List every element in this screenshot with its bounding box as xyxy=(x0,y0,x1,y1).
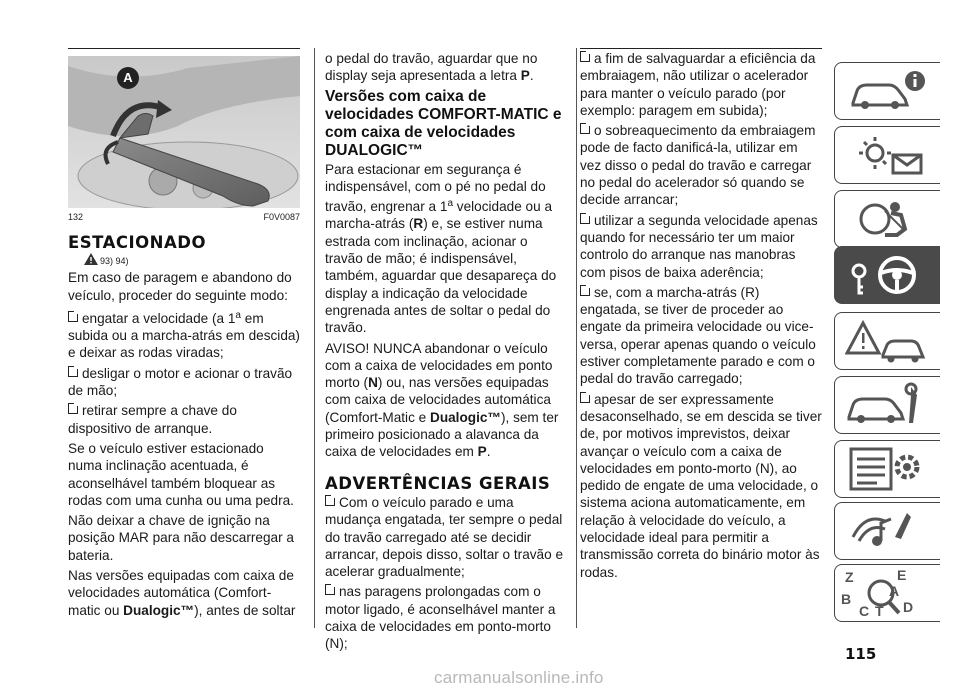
bullet-icon xyxy=(68,406,78,414)
index-letter: A xyxy=(889,583,900,599)
top-rule-col3 xyxy=(580,48,822,49)
figure-number: 132 xyxy=(68,212,84,222)
tab-dashboard[interactable] xyxy=(834,126,940,184)
bullet-item: a fim de salvaguardar a eficiência da embraiagem, não utilizar o acelerador para manter o veículo parado (por exemplo: paragem em subida); xyxy=(580,51,816,118)
index-letter: T xyxy=(875,603,884,619)
bullet-item: engatar a velocidade (a 1$^a$ em subida ou a marcha-atrás em descida) e deixar as rodas viradas; xyxy=(68,309,300,361)
section-heading-estacionado: ESTACIONADO xyxy=(68,233,206,252)
bullet-item: nas paragens prolongadas com o motor ligado, é aconselhável manter a caixa de velocidades em ponto-morto (N); xyxy=(325,584,556,652)
alphabetical-index-icon xyxy=(845,569,931,621)
bullet-icon xyxy=(68,369,78,377)
key-steering-wheel-icon xyxy=(845,251,931,299)
paragraph: Se o veículo estiver estacionado numa inclinação acentuada, é aconselhável também bloquear as rodas com uma cunha ou uma pedra. xyxy=(68,440,294,508)
bullet-item: desligar o motor e acionar o travão de mão; xyxy=(68,365,293,399)
breakdown-warning-icon xyxy=(845,317,931,365)
warning-ref-numbers: 93) 94) xyxy=(100,256,129,267)
tab-getting-to-know[interactable] xyxy=(834,62,940,120)
page-number: 115 xyxy=(845,645,877,663)
bullet-item: se, com a marcha-atrás (R) engatada, se tiver de proceder ao engate da primeira velocidade ou vice-versa, operar apenas quando o veículo estiver completamente parado e com o pedal do travão carregado; xyxy=(580,284,816,387)
bullet-item: apesar de ser expressamente desaconselhado, se em descida se tiver de, por motivos imprevistos, deixar avançar o veículo com a caixa de velocidades em ponto-morto (N), ao pedido de engate de uma velocidade, o sistema aciona automaticamente, em relação à velocidade do veículo, a velocidade ideal para permitir a transmissão correta do binário motor às rodas. xyxy=(580,391,822,580)
tab-technical-data[interactable] xyxy=(834,440,940,498)
technical-data-icon xyxy=(845,445,931,493)
bullet-icon xyxy=(580,216,590,224)
bullet-item: utilizar a segunda velocidade apenas quando for necessário ter um maior controlo do arranque nas manobras com pisos de baixa aderência; xyxy=(580,212,818,280)
paragraph: o pedal do travão, aguardar que no display seja apresentada a letra P. xyxy=(325,51,538,84)
figure-code: F0V0087 xyxy=(263,212,300,222)
warning-refs xyxy=(68,251,300,269)
column-divider xyxy=(314,48,315,628)
airbag-seat-icon xyxy=(845,195,931,243)
tab-safety[interactable] xyxy=(834,190,940,248)
bullet-icon xyxy=(325,498,335,506)
car-maintenance-icon xyxy=(845,381,931,429)
watermark: carmanualsonline.info xyxy=(434,668,604,687)
bullet-icon xyxy=(580,288,590,296)
index-letter: C xyxy=(859,603,870,619)
figure-callout-label: A xyxy=(123,70,133,85)
paragraph: Em caso de paragem e abandono do veículo, proceder do seguinte modo: xyxy=(68,270,292,303)
bullet-item: retirar sempre a chave do dispositivo de arranque. xyxy=(68,403,237,436)
tab-multimedia[interactable] xyxy=(834,502,940,560)
bullet-icon xyxy=(68,314,78,322)
handbrake-figure xyxy=(68,56,300,208)
index-letter: D xyxy=(903,599,914,615)
index-letter: Z xyxy=(845,569,854,585)
warning-paragraph: AVISO! NUNCA abandonar o veículo com a caixa de velocidades em ponto morto (N) ou, nas versões equipadas com caixa de velocidades automática (Comfort-Matic e Dualogic™), sem ter primeiro posicionado a alavanca da caixa de velocidades em P. xyxy=(325,340,559,460)
tab-index[interactable] xyxy=(834,564,940,622)
tab-starting-driving[interactable] xyxy=(834,246,940,304)
top-rule-col1 xyxy=(68,48,300,49)
paragraph: Nas versões equipadas com caixa de velocidades automática (Comfort-matic ou Dualogic™), antes de soltar xyxy=(68,568,296,618)
bullet-icon xyxy=(580,126,590,134)
bullet-item: o sobreaquecimento da embraiagem pode de facto danificá-la, utilizar em vez disso o pedal do travão e carregar no pedal do acelerador só quando se decide arrancar; xyxy=(580,123,816,208)
bullet-icon xyxy=(325,587,335,595)
column-2 xyxy=(325,50,565,656)
tab-in-emergency[interactable] xyxy=(834,312,940,370)
subheading-automatic-gearbox: Versões com caixa de velocidades COMFORT-MATIC e com caixa de velocidades DUALOGIC™ xyxy=(325,87,562,159)
car-info-icon xyxy=(845,67,931,115)
bullet-icon xyxy=(580,395,590,403)
index-letter: E xyxy=(897,567,907,583)
index-letter: B xyxy=(841,591,852,607)
paragraph: Para estacionar em segurança é indispensável, com o pé no pedal do travão, engrenar a 1$^a$ velocidade ou a marcha-atrás (R) e, se estiver numa estrada com inclinação, acionar o travão de mão; é indispensável, também, aguardar que desapareça do display a indicação da velocidade engrenada antes de soltar o pedal do travão. xyxy=(325,161,557,336)
multimedia-icon xyxy=(845,507,931,555)
section-heading-advertencias: ADVERTÊNCIAS GERAIS xyxy=(325,473,551,493)
column-1 xyxy=(68,234,300,622)
paragraph: Não deixar a chave de ignição na posição MAR para não descarregar a bateria. xyxy=(68,513,294,563)
column-3 xyxy=(580,50,822,584)
warning-triangle-icon xyxy=(84,253,98,265)
bullet-item: Com o veículo parado e uma mudança engatada, ter sempre o pedal do travão carregado até se decidir arrancar, depois disso, soltar o travão e acelerar gradualmente; xyxy=(325,494,564,580)
tab-maintenance[interactable] xyxy=(834,376,940,434)
column-divider xyxy=(576,48,577,628)
bullet-icon xyxy=(580,54,590,62)
warning-lights-icon xyxy=(845,131,931,179)
